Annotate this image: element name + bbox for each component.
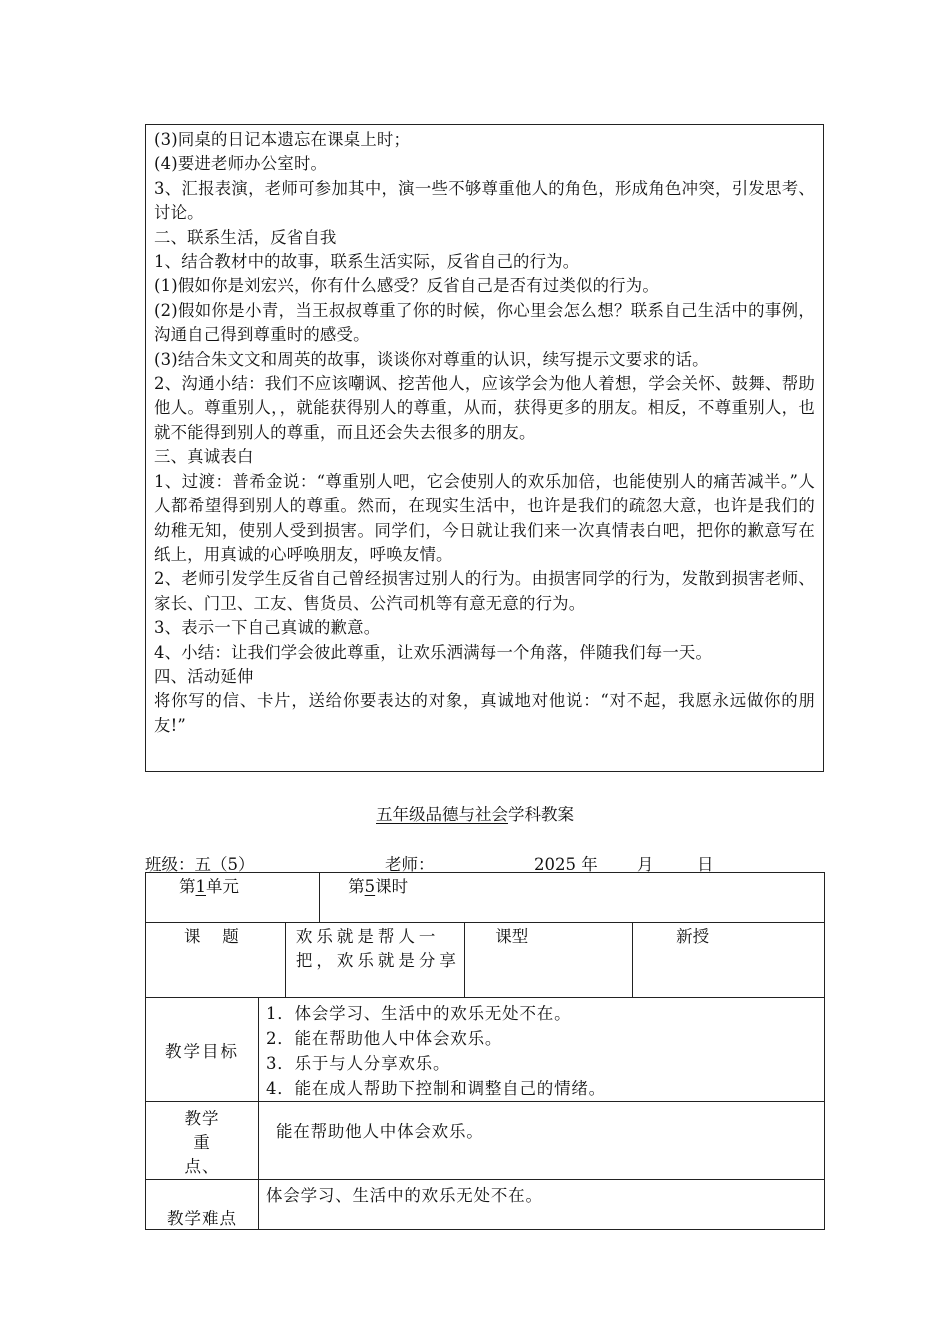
goal-item: 1．体会学习、生活中的欢乐无处不在。: [265, 1004, 572, 1023]
difficulty-row: [146, 1180, 825, 1230]
key-point-value: 能在帮助他人中体会欢乐。: [258, 1102, 824, 1180]
difficulty-label: 教学难点: [146, 1180, 259, 1230]
topic-label: 课 题: [146, 923, 286, 998]
previous-lesson-continuation-box: [145, 124, 824, 772]
section-heading: 二、联系生活，反省自我: [154, 227, 337, 247]
class-label: 班级：五（5）: [145, 855, 255, 874]
activity-line: 将你写的信、卡片，送给你要表达的对象，真诚地对他说：“对不起，我愿永远做你的朋友!”: [154, 691, 815, 735]
title-suffix: 学科教案: [508, 805, 574, 824]
title-subject: 五年级品德与社会: [376, 805, 508, 824]
activity-line: 3、表示一下自己真诚的歉意。: [154, 618, 381, 638]
teacher-label: 老师：: [385, 855, 435, 874]
key-point-row: [146, 1102, 825, 1180]
activity-line: (2)假如你是小青，当王叔叔尊重了你的时候，你心里会怎么想？联系自己生活中的事例，沟通自己得到尊重时的感受。: [154, 300, 815, 345]
lesson-number: 5: [364, 877, 376, 896]
activity-line: (4)要进老师办公室时。: [154, 154, 328, 174]
lesson-plan-title: [0, 801, 950, 825]
date-day: 日: [697, 855, 714, 874]
goal-item: 2．能在帮助他人中体会欢乐。: [265, 1029, 503, 1048]
topic-value: 欢乐就是帮人一把，欢乐就是分享: [285, 923, 464, 998]
unit-number: 1: [195, 877, 206, 896]
section-heading: 三、真诚表白: [154, 447, 254, 467]
section-heading: 四、活动延伸: [154, 666, 254, 686]
unit-row: [146, 873, 825, 923]
activity-line: (3)同桌的日记本遗忘在课桌上时；: [154, 130, 411, 149]
key-point-label: 教学重点、: [146, 1102, 259, 1180]
date-year: 2025 年: [534, 855, 598, 874]
activity-line: 1、结合教材中的故事，联系生活实际，反省自己的行为。: [154, 252, 580, 272]
topic-row: [146, 923, 825, 998]
activity-line: (3)结合朱文文和周英的故事，谈谈你对尊重的认识，续写提示文要求的话。: [154, 349, 709, 369]
type-label: 课型: [465, 923, 633, 998]
lesson-plan-table: [145, 872, 825, 1230]
type-value: 新授: [633, 923, 825, 998]
activity-line: 4、小结：让我们学会彼此尊重，让欢乐洒满每一个角落，伴随我们每一天。: [154, 642, 713, 662]
goals-label: 教学目标: [146, 998, 259, 1102]
lesson-cell: 第5课时: [320, 873, 825, 923]
goal-item: 3．乐于与人分享欢乐。: [265, 1054, 451, 1073]
goal-item: 4．能在成人帮助下控制和调整自己的情绪。: [265, 1079, 606, 1098]
difficulty-value: 体会学习、生活中的欢乐无处不在。: [258, 1180, 824, 1230]
goals-list: [258, 998, 824, 1102]
date-month: 月: [637, 855, 654, 874]
activity-line: 2、老师引发学生反省自己曾经损害过别人的行为。由损害同学的行为，发散到损害老师、家长、门卫、工友、售货员、公汽司机等有意无意的行为。: [154, 569, 815, 613]
activity-line: 1、过渡：普希金说：“尊重别人吧，它会使别人的欢乐加倍，也能使别人的痛苦减半。”人人都希望得到别人的尊重。然而，在现实生活中，也许是我们的疏忽大意，也许是我们的幼稚无知，使别人受到损害。同学们，今日就让我们来一次真情表白吧，把你的歉意写在纸上，用真诚的心呼唤朋友，呼唤友情。: [154, 471, 815, 564]
unit-cell: 第1单元: [146, 873, 320, 923]
goals-row: [146, 998, 825, 1102]
activity-line: 2、沟通小结：我们不应该嘲讽、挖苦他人，应该学会为他人着想，学会关怀、鼓舞、帮助他人。尊重别人，，就能获得别人的尊重，从而，获得更多的朋友。相反，不尊重别人，也就不能得到别人的尊重，而且还会失去很多的朋友。: [154, 374, 815, 442]
activity-line: 3、汇报表演，老师可参加其中，演一些不够尊重他人的角色，形成角色冲突，引发思考、讨论。: [154, 178, 815, 223]
activity-line: (1)假如你是刘宏兴，你有什么感受？反省自己是否有过类似的行为。: [154, 276, 659, 296]
